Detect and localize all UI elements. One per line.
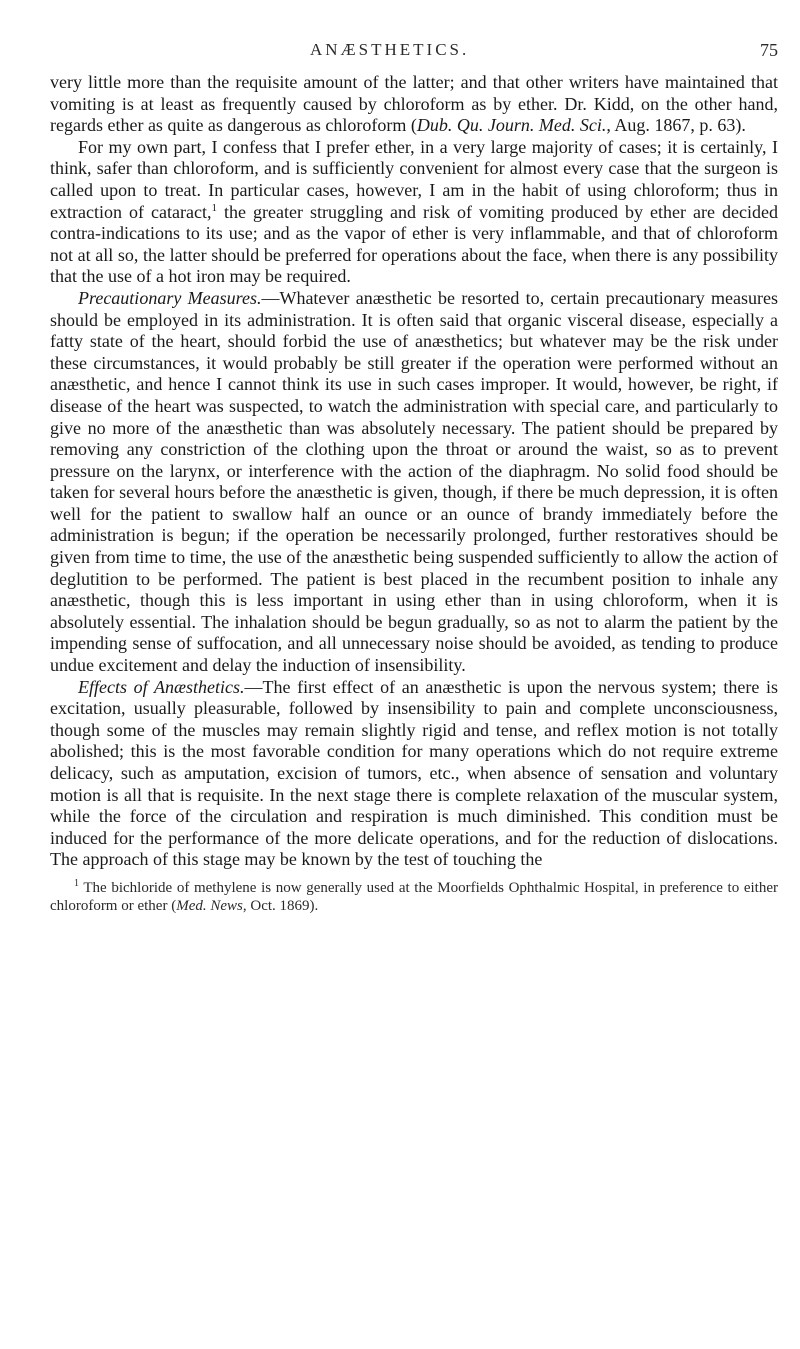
paragraph-text: —The first effect of an anæsthetic is upon the nervous system; there is excitation, usually pleasurable, followed by insensibility to pain and complete unconsciousness, though some of the muscles may remain slightly rigid and tense, and reflex motion is not totally abolished; this is the most favorable condition for many operations which do not require extreme delicacy, such as amputation, excision of tumors, etc., when absence of sensation and voluntary motion is all that is requisite. In the next stage there is complete relaxation of the muscular system, while the force of the circulation and respiration is much diminished. This condition must be induced for the performance of the more delicate operations, and for the reduction of dislocations. The approach of this stage may be known by the test of touching the [50, 676, 778, 870]
footnote-text: The bichloride of methylene is now generally used at the Moorfields Ophthalmic Hospital, in preference to either chloroform or ether ( [50, 879, 778, 914]
running-header [50, 40, 778, 72]
running-title: ANÆSTHETICS. [310, 40, 470, 59]
page-number: 75 [760, 40, 778, 60]
section-heading-precautionary: Precautionary Measures. [78, 287, 262, 308]
paragraph-effects-of-anaesthetics [50, 677, 778, 871]
footnote-text: , Oct. 1869). [242, 897, 319, 914]
paragraph-text: , Aug. 1867, p. 63). [606, 115, 746, 136]
paragraph-precautionary-measures [50, 288, 778, 677]
paragraph-text: the greater struggling and risk of vomiting produced by ether are decided contra-indications to its use; and as the vapor of ether is very inflammable, and that of chloroform not at all so, the latter should be preferred for operations about the face, when there is any possibility that the use of a hot iron may be required. [50, 201, 779, 287]
paragraph-text: For my own part, I confess that I prefer ether, in a very large majority of cases; it is certainly, I think, safer than chloroform, and is sufficiently convenient for almost every case that the surgeon is called upon to treat. In particular cases, however, I am in the habit of using chloroform; thus in extraction of cataract, [50, 136, 778, 222]
paragraph-text: very little more than the requisite amount of the latter; and that other writers have maintained that vomiting is at least as frequently caused by chloroform as by ether. Dr. Kidd, on the other hand, regards ether as quite as dangerous as chloroform ( [50, 72, 778, 136]
book-page [50, 40, 778, 915]
paragraph-text: —Whatever anæsthetic be resorted to, certain precautionary measures should be employed in its administration. It is often said that organic visceral disease, especially a fatty state of the heart, should forbid the use of anæsthetics; but whatever may be the risk under these circumstances, it would probably be still greater if the operation were performed without an anæsthetic, and hence I cannot think its use in such cases improper. It would, however, be right, if disease of the heart was suspected, to watch the administration with special care, and particularly to give no more of the anæsthetic than was absolutely necessary. The patient should be prepared by removing any constriction of the clothing upon the throat or around the waist, so as to prevent pressure on the larynx, or interference with the action of the diaphragm. No solid food should be taken for several hours before the anæsthetic is given, though, if there be much depression, it is often well for the patient to swallow half an ounce or an ounce of brandy immediately before the administration is begun; if the operation be necessarily prolonged, further restoratives should be given from time to time, the use of the anæsthetic being suspended sufficiently to allow the action of deglutition to be performed. The patient is best placed in the recumbent position to inhale any anæsthetic, though this is less important in using ether than in using chloroform, when it is absolutely essential. The inhalation should be begun gradually, so as not to alarm the patient by the impending sense of suffocation, and all unnecessary noise should be avoided, as tending to produce undue excitement and delay the induction of insensibility. [50, 287, 778, 676]
footnote-reference: 1 [211, 201, 217, 214]
paragraph-author-preference [50, 137, 778, 288]
footnote-citation: Med. News [176, 897, 243, 914]
footnote [50, 879, 778, 915]
body-text [50, 72, 778, 871]
footnote-marker: 1 [74, 877, 79, 889]
paragraph-ether-vomiting [50, 72, 778, 137]
section-heading-effects: Effects of Anæsthetics. [78, 676, 245, 697]
journal-citation: Dub. Qu. Journ. Med. Sci. [416, 115, 607, 136]
